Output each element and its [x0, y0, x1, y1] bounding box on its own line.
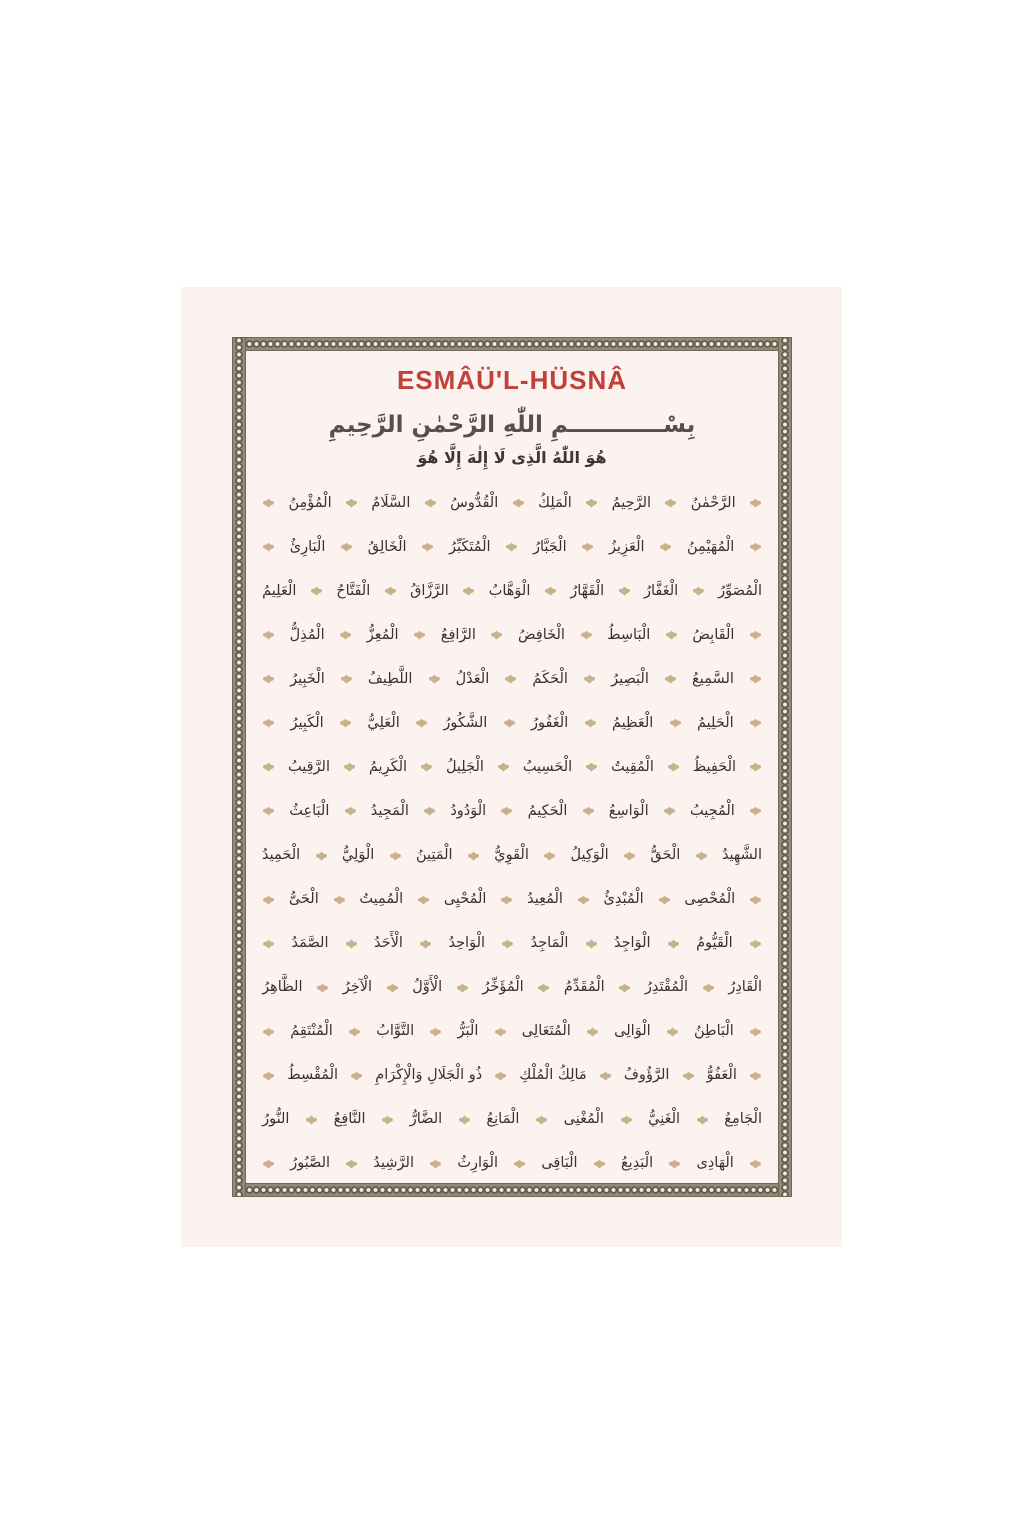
floral-separator-icon [665, 630, 678, 640]
divine-name: الْكَبِيرُ [290, 715, 324, 732]
floral-separator-icon [421, 542, 434, 552]
divine-name: الرَّشِيدُ [373, 1155, 415, 1172]
divine-name: الْمُصَوِّرُ [718, 583, 762, 600]
floral-separator-icon [663, 806, 676, 816]
floral-separator-icon [682, 1071, 695, 1081]
floral-separator-icon [343, 762, 356, 772]
floral-separator-icon [494, 1027, 507, 1037]
floral-separator-icon [664, 674, 677, 684]
divine-name: الْبَصِيرُ [611, 671, 649, 688]
divine-name: السَّمِيعُ [692, 671, 734, 688]
divine-name: الْعَلِيُّ [367, 715, 400, 732]
floral-separator-icon [593, 1159, 606, 1169]
floral-separator-icon [494, 1071, 507, 1081]
divine-name: الْجَبَّارُ [533, 539, 567, 556]
floral-separator-icon [623, 851, 636, 861]
divine-name: الْمُمِيتُ [359, 891, 404, 908]
divine-name: الرَّقِيبُ [287, 759, 330, 776]
names-row [262, 760, 762, 775]
floral-separator-icon [262, 718, 275, 728]
floral-separator-icon [497, 762, 510, 772]
divine-name: الْأَحَدُ [374, 935, 403, 952]
floral-separator-icon [384, 586, 397, 596]
floral-separator-icon [262, 1159, 275, 1169]
divine-name: الْمَجِيدُ [370, 803, 409, 820]
frame-border-left [232, 337, 246, 1197]
divine-name: الضَّارُّ [409, 1111, 443, 1128]
divine-name: الْبَاطِنُ [694, 1023, 734, 1040]
divine-name: الْبَرُّ [457, 1023, 479, 1040]
floral-separator-icon [386, 983, 399, 993]
floral-separator-icon [339, 718, 352, 728]
divine-name: الْخَافِضُ [518, 627, 565, 644]
floral-separator-icon [345, 939, 358, 949]
floral-separator-icon [666, 1027, 679, 1037]
floral-separator-icon [458, 1115, 471, 1125]
divine-name: الْقَوِيُّ [494, 847, 529, 864]
divine-name: الْوَالِى [614, 1023, 651, 1040]
floral-separator-icon [599, 1071, 612, 1081]
floral-separator-icon [749, 630, 762, 640]
divine-name: الْبَارِئُ [289, 539, 326, 556]
floral-separator-icon [702, 983, 715, 993]
floral-separator-icon [585, 939, 598, 949]
floral-separator-icon [310, 586, 323, 596]
divine-name: الْمُقِيتُ [611, 759, 654, 776]
divine-name: الْمُذِلُّ [289, 627, 325, 644]
floral-separator-icon [749, 762, 762, 772]
floral-separator-icon [262, 542, 275, 552]
floral-separator-icon [544, 586, 557, 596]
divine-name: الرَّحْمٰنُ [690, 495, 736, 511]
floral-separator-icon [668, 1159, 681, 1169]
floral-separator-icon [749, 1159, 762, 1169]
floral-separator-icon [501, 939, 514, 949]
floral-separator-icon [413, 630, 426, 640]
divine-name: الْمُحْصِى [684, 891, 736, 908]
floral-separator-icon [340, 674, 353, 684]
floral-separator-icon [500, 806, 513, 816]
divine-name: الشَّكُورُ [443, 715, 488, 732]
divine-name: الْمُؤَخِّرُ [482, 979, 524, 996]
divine-name: الْبَاسِطُ [607, 627, 651, 644]
frame-border-bottom [232, 1183, 792, 1197]
names-row [262, 1112, 762, 1127]
divine-name: الْمَتِينُ [415, 847, 453, 864]
floral-separator-icon [467, 851, 480, 861]
floral-separator-icon [749, 718, 762, 728]
divine-name: الْحَكِيمُ [527, 803, 568, 820]
floral-separator-icon [512, 498, 525, 508]
divine-name: الْقُدُّوسُ [450, 495, 499, 511]
floral-separator-icon [620, 1115, 633, 1125]
divine-name: الْهَادِى [696, 1155, 734, 1172]
divine-name: الْخَبِيرُ [290, 671, 325, 688]
divine-name: الْمُتَكَبِّرُ [448, 539, 491, 556]
floral-separator-icon [316, 983, 329, 993]
divine-name: الْمُؤْمِنُ [288, 495, 332, 511]
divine-name: الْغَفُورُ [530, 715, 569, 732]
floral-separator-icon [503, 718, 516, 728]
divine-name: الْوَارِثُ [457, 1155, 498, 1172]
floral-separator-icon [667, 762, 680, 772]
floral-separator-icon [262, 1071, 275, 1081]
floral-separator-icon [490, 630, 503, 640]
floral-separator-icon [429, 1027, 442, 1037]
divine-name: الْوَلِيُّ [341, 847, 375, 864]
floral-separator-icon [420, 762, 433, 772]
floral-separator-icon [345, 1159, 358, 1169]
floral-separator-icon [580, 630, 593, 640]
floral-separator-icon [543, 851, 556, 861]
divine-name: الْمُحْيِى [443, 891, 487, 908]
divine-name: السَّلَامُ [371, 495, 411, 511]
names-row [262, 1156, 762, 1171]
floral-separator-icon [585, 498, 598, 508]
divine-name: الْبَدِيعُ [620, 1155, 654, 1172]
divine-name: الْجَامِعُ [724, 1111, 762, 1128]
divine-name: الصَّبُورُ [290, 1155, 331, 1172]
floral-separator-icon [618, 586, 631, 596]
names-row [262, 980, 762, 995]
floral-separator-icon [415, 718, 428, 728]
divine-name: الْقَابِضُ [692, 627, 735, 644]
floral-separator-icon [659, 542, 672, 552]
names-grid [262, 496, 762, 1171]
divine-name: الْعَلِيمُ [262, 583, 297, 600]
tawhid-line: هُوَ اللّٰهُ الَّذِى لَا إِلٰهَ إِلَّا هُوَ [417, 448, 607, 467]
floral-separator-icon [333, 895, 346, 905]
divine-name: الْمَلِكُ [537, 495, 572, 511]
floral-separator-icon [462, 586, 475, 596]
names-row [262, 628, 762, 643]
floral-separator-icon [305, 1115, 318, 1125]
bismillah-calligraphy: بِسْــــــــــــمِ اللّٰهِ الرَّحْمٰنِ الرَّحِيمِ [328, 412, 696, 438]
divine-name: النُّورُ [262, 1111, 290, 1128]
floral-separator-icon [417, 895, 430, 905]
floral-separator-icon [429, 1159, 442, 1169]
names-row [262, 540, 762, 555]
divine-name: الْأَوَّلُ [412, 979, 443, 996]
divine-name: الْمُقَدِّمُ [563, 979, 605, 996]
divine-name: الشَّهِيدُ [721, 847, 762, 864]
floral-separator-icon [262, 806, 275, 816]
divine-name: الْمُعِزُّ [366, 627, 399, 644]
divine-name: الْمُهَيْمِنُ [686, 539, 735, 556]
floral-separator-icon [583, 674, 596, 684]
floral-separator-icon [669, 718, 682, 728]
divine-name: الْقَهَّارُ [570, 583, 605, 600]
floral-separator-icon [505, 542, 518, 552]
floral-separator-icon [381, 1115, 394, 1125]
page-title: ESMÂÜ'L-HÜSNÂ [396, 365, 628, 395]
divine-name: الْحَمِيدُ [262, 847, 301, 864]
floral-separator-icon [664, 498, 677, 508]
floral-separator-icon [577, 895, 590, 905]
floral-separator-icon [419, 939, 432, 949]
divine-name: الْحَكَمُ [532, 671, 568, 688]
floral-separator-icon [749, 1071, 762, 1081]
divine-name: الْحَسِيبُ [522, 759, 573, 776]
divine-name: الْمُنْتَقِمُ [290, 1023, 333, 1040]
floral-separator-icon [456, 983, 469, 993]
divine-name: الْعَدْلُ [455, 671, 490, 688]
floral-separator-icon [262, 1027, 275, 1037]
decorative-frame [232, 337, 792, 1197]
names-row [262, 672, 762, 687]
floral-separator-icon [345, 498, 358, 508]
divine-name: مَالِكُ الْمُلْكِ [519, 1067, 587, 1084]
names-row [262, 716, 762, 731]
floral-separator-icon [262, 674, 275, 684]
divine-name: الْمُعِيدُ [527, 891, 563, 908]
divine-name: الْمُجِيبُ [690, 803, 735, 820]
divine-name: الظَّاهِرُ [262, 979, 303, 996]
floral-separator-icon [749, 1027, 762, 1037]
divine-name: الْعَزِيزُ [609, 539, 645, 556]
floral-separator-icon [749, 542, 762, 552]
divine-name: الْمَانِعُ [486, 1111, 520, 1128]
divine-name: الْحَلِيمُ [697, 715, 734, 732]
floral-separator-icon [618, 983, 631, 993]
divine-name: الْمُقْتَدِرُ [644, 979, 689, 996]
divine-name: الْكَرِيمُ [368, 759, 408, 776]
divine-name: الْحَىُّ [288, 891, 319, 908]
divine-name: الْقَادِرُ [728, 979, 762, 996]
floral-separator-icon [262, 939, 275, 949]
divine-name: الرَّؤُوفُ [623, 1067, 670, 1084]
floral-separator-icon [339, 630, 352, 640]
names-row [262, 892, 762, 907]
floral-separator-icon [586, 1027, 599, 1037]
divine-name: الْبَاعِثُ [289, 803, 330, 820]
divine-name: الْمُبْدِئُ [603, 891, 644, 908]
floral-separator-icon [537, 983, 550, 993]
floral-separator-icon [667, 939, 680, 949]
floral-separator-icon [424, 498, 437, 508]
floral-separator-icon [348, 1027, 361, 1037]
divine-name: الْوَدُودُ [450, 803, 487, 820]
floral-separator-icon [344, 806, 357, 816]
names-row [262, 848, 762, 863]
floral-separator-icon [692, 586, 705, 596]
divine-name: النَّافِعُ [333, 1111, 366, 1128]
divine-name: ذُو الْجَلَالِ وَالْإِكْرَامِ [375, 1067, 483, 1084]
divine-name: الْوَهَّابُ [488, 583, 531, 600]
floral-separator-icon [262, 498, 275, 508]
divine-name: الْعَفُوُّ [706, 1067, 737, 1084]
frame-border-right [778, 337, 792, 1197]
floral-separator-icon [340, 542, 353, 552]
divine-name: الْوَاجِدُ [613, 935, 651, 952]
floral-separator-icon [696, 1115, 709, 1125]
floral-separator-icon [582, 806, 595, 816]
floral-separator-icon [585, 762, 598, 772]
divine-name: الْقَيُّومُ [696, 935, 733, 952]
divine-name: الْمُقْسِطُ [287, 1067, 339, 1084]
divine-name: الْبَاقِى [541, 1155, 578, 1172]
divine-name: الْخَالِقُ [367, 539, 407, 556]
floral-separator-icon [581, 542, 594, 552]
divine-name: التَّوَّابُ [376, 1023, 415, 1040]
floral-separator-icon [584, 718, 597, 728]
divine-name: الْفَتَّاحُ [336, 583, 371, 600]
names-row [262, 936, 762, 951]
floral-separator-icon [262, 630, 275, 640]
divine-name: الْغَفَّارُ [644, 583, 679, 600]
floral-separator-icon [695, 851, 708, 861]
divine-name: الرَّحِيمُ [611, 495, 652, 511]
divine-name: الْوَاحِدُ [448, 935, 486, 952]
floral-separator-icon [350, 1071, 363, 1081]
floral-separator-icon [658, 895, 671, 905]
floral-separator-icon [504, 674, 517, 684]
divine-name: الْآخِرُ [342, 979, 373, 996]
floral-separator-icon [389, 851, 402, 861]
divine-name: الْوَاسِعُ [608, 803, 649, 820]
divine-name: الرَّزَّاقُ [410, 583, 449, 600]
floral-separator-icon [262, 895, 275, 905]
floral-separator-icon [315, 851, 328, 861]
floral-separator-icon [513, 1159, 526, 1169]
divine-name: الْمَاجِدُ [530, 935, 569, 952]
divine-name: الْمُغْنِى [563, 1111, 604, 1128]
divine-name: الْغَنِيُّ [648, 1111, 681, 1128]
frame-content [246, 351, 778, 1183]
divine-name: الرَّافِعُ [440, 627, 476, 644]
divine-name: اللَّطِيفُ [367, 671, 413, 688]
names-row [262, 584, 762, 599]
floral-separator-icon [749, 674, 762, 684]
floral-separator-icon [749, 806, 762, 816]
names-row [262, 1024, 762, 1039]
names-row [262, 804, 762, 819]
floral-separator-icon [535, 1115, 548, 1125]
divine-name: الْحَقُّ [650, 847, 681, 864]
floral-separator-icon [428, 674, 441, 684]
floral-separator-icon [749, 895, 762, 905]
floral-separator-icon [423, 806, 436, 816]
divine-name: الْحَفِيظُ [692, 759, 737, 776]
floral-separator-icon [500, 895, 513, 905]
floral-separator-icon [262, 762, 275, 772]
divine-name: الْمُتَعَالِى [521, 1023, 571, 1040]
divine-name: الْعَظِيمُ [611, 715, 654, 732]
divine-name: الْجَلِيلُ [445, 759, 484, 776]
names-row [262, 1068, 762, 1083]
names-row [262, 496, 762, 511]
divine-name: الْوَكِيلُ [570, 847, 609, 864]
floral-separator-icon [749, 498, 762, 508]
frame-border-top [232, 337, 792, 351]
floral-separator-icon [749, 939, 762, 949]
poster-page [181, 287, 842, 1247]
divine-name: الصَّمَدُ [291, 935, 329, 952]
